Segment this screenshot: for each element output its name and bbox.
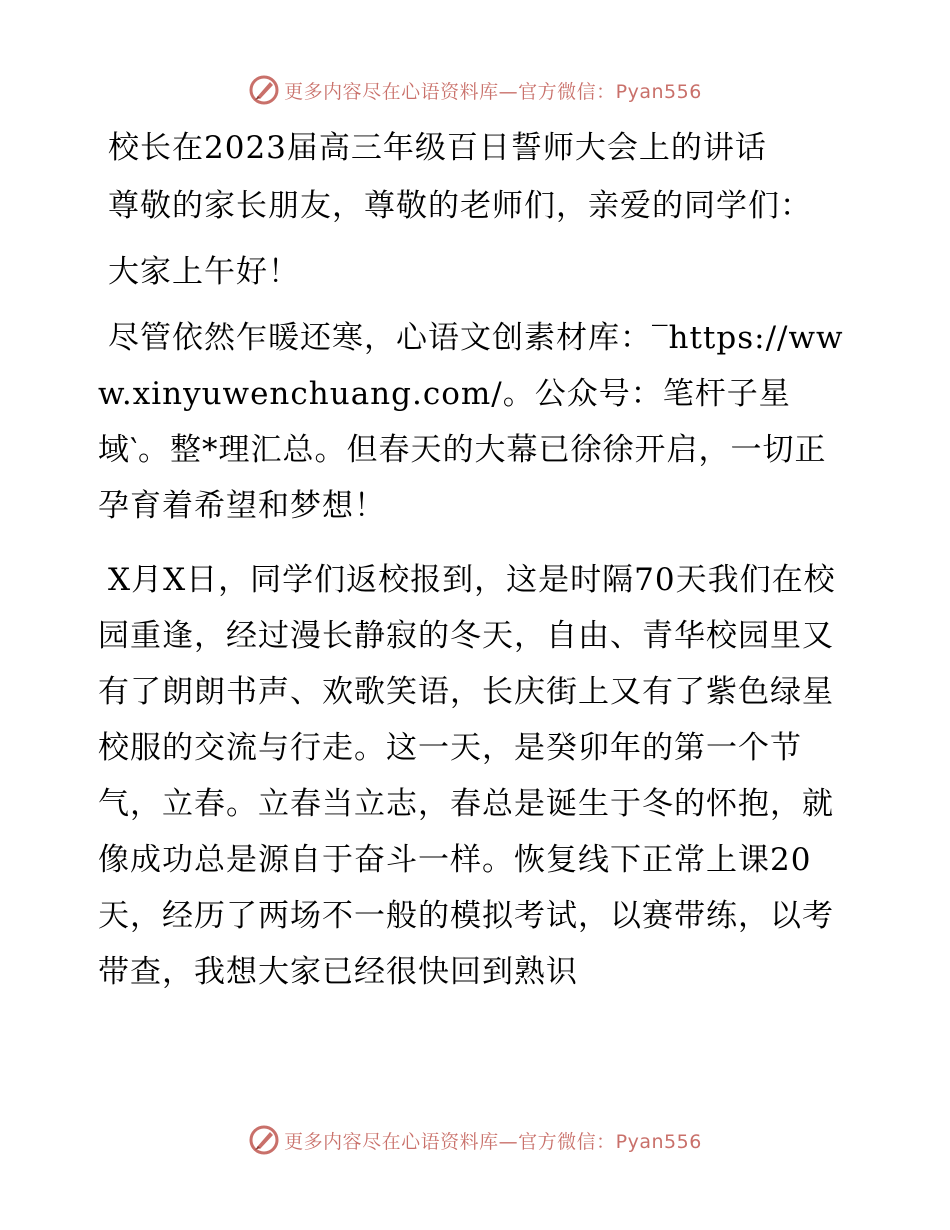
- document-body: [98, 120, 850, 1016]
- brush-logo-icon: [248, 74, 280, 106]
- intro-paragraph: 尽管依然乍暖还寒，心语文创素材库：‾https://www.xinyuwenchuang.com/。公众号：笔杆子星域‵。整*理汇总。但春天的大幕已徐徐开启，一切正孕育着希望和梦想！: [98, 320, 844, 524]
- watermark-text: 更多内容尽在心语资料库—官方微信：Pyan556: [284, 1130, 702, 1153]
- watermark-text: 更多内容尽在心语资料库—官方微信：Pyan556: [284, 80, 702, 103]
- speech-title: 校长在2023届高三年级百日誓师大会上的讲话: [108, 130, 767, 166]
- brush-logo-icon: [248, 1124, 280, 1156]
- watermark-header: [0, 70, 950, 110]
- watermark-footer: [0, 1120, 950, 1160]
- body-paragraph: X月X日，同学们返校报到，这是时隔70天我们在校园重逢，经过漫长静寂的冬天，自由、青华校园里又有了朗朗书声、欢歌笑语，长庆街上又有了紫色绿星校服的交流与行走。这一天，是癸卯年的第一个节气，立春。立春当立志，春总是诞生于冬的怀抱，就像成功总是源自于奋斗一样。恢复线下正常上课20天，经历了两场不一般的模拟考试，以赛带练，以考带查，我想大家已经很快回到熟识: [98, 562, 836, 990]
- greeting: 大家上午好！: [108, 254, 300, 290]
- salutation: 尊敬的家长朋友，尊敬的老师们，亲爱的同学们：: [108, 188, 812, 224]
